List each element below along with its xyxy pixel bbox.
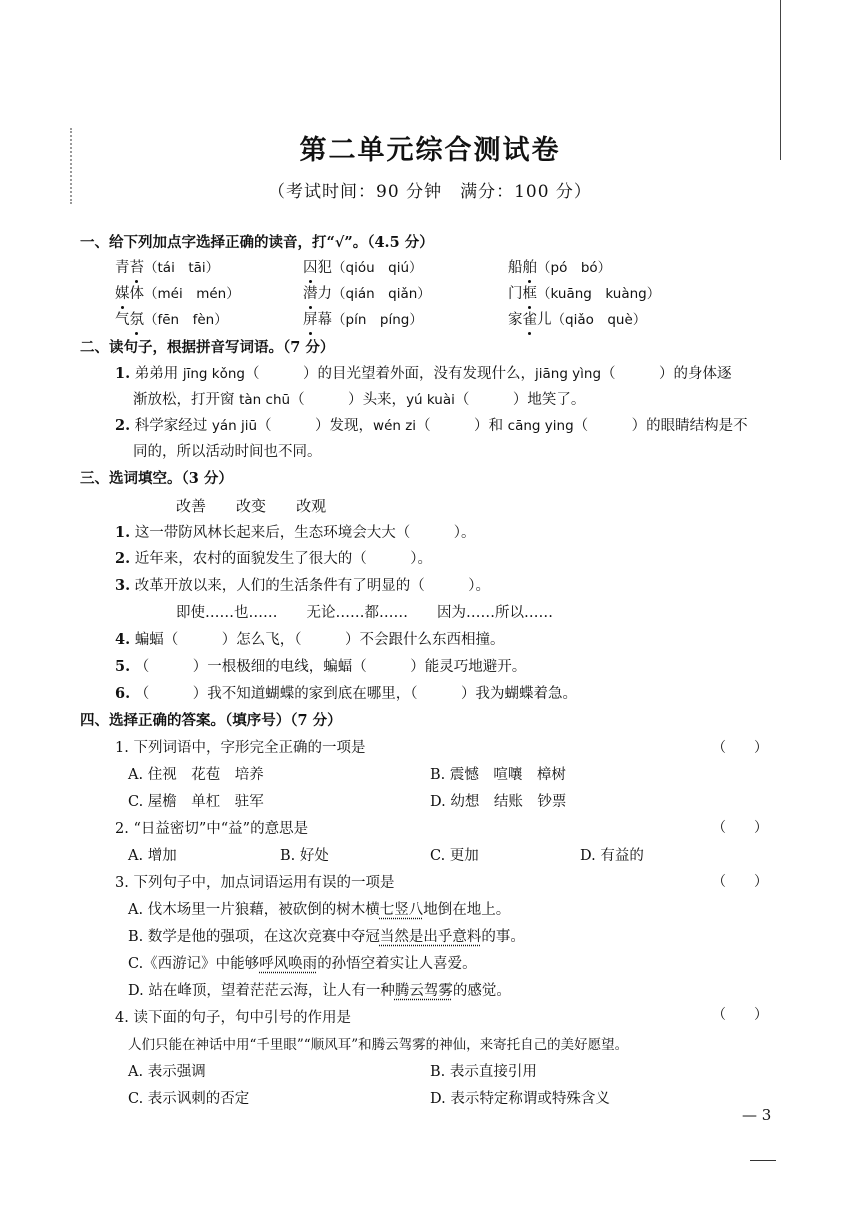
section-1-heading: 一、给下列加点字选择正确的读音，打“√”。（4.5 分） — [80, 234, 434, 251]
pinyin-sentence-cont: 同的，所以活动时间也不同。 — [133, 444, 322, 460]
choice-option: D. 有益的 — [580, 848, 644, 864]
pinyin-item: 潜力（qián qiǎn） — [303, 286, 431, 302]
choice-option: A. 住视 花苞 培养 — [128, 767, 264, 783]
pinyin-item: 媒体（méi mén） — [115, 286, 240, 302]
choice-option: B. 震憾 喧嚷 樟树 — [430, 767, 566, 783]
fill-item: 4. 蝙蝠（ ）怎么飞，（ ）不会跟什么东西相撞。 — [115, 631, 505, 648]
pinyin-item: 船舶（pó bó） — [508, 260, 612, 276]
choice-option: C. 更加 — [430, 848, 479, 864]
page-number: — 3 — [742, 1106, 772, 1124]
fill-item: 3. 改革开放以来，人们的生活条件有了明显的（ ）。 — [115, 577, 490, 594]
dotted-phrase: 当然是出乎意料 — [379, 929, 482, 945]
pinyin-sentence: 1. 弟弟用 jīng kǒng（ ）的目光望着外面，没有发现什么，jiāng yìng（ ）的身体逐 — [115, 365, 732, 382]
choice-option: A. 伐木场里一片狼藉，被砍倒的树木横七竖八地倒在地上。 — [128, 902, 511, 918]
choice-option: B. 数学是他的强项，在这次竞赛中夺冠当然是出乎意料的事。 — [128, 929, 525, 945]
word-bank-1: 改善 改变 改观 — [176, 497, 327, 515]
answer-blank: （ ） — [712, 740, 768, 756]
fill-item: 5. （ ）一根极细的电线，蝙蝠（ ）能灵巧地避开。 — [115, 658, 527, 675]
page-title: 第二单元综合测试卷 — [299, 135, 561, 166]
choice-option: C. 表示讽刺的否定 — [128, 1091, 250, 1107]
choice-stem: 2. “日益密切”中“益”的意思是 — [115, 821, 309, 837]
choice-stem: 1. 下列词语中，字形完全正确的一项是 — [115, 740, 366, 756]
pinyin-sentence: 2. 科学家经过 yán jiū（ ）发现，wén zi（ ）和 cāng ying（ ）的眼睛结构是不 — [115, 417, 748, 434]
dotted-phrase: 七竖八 — [379, 902, 424, 918]
choice-option: B. 表示直接引用 — [430, 1064, 537, 1080]
dotted-phrase: 腾云驾雾 — [394, 983, 453, 999]
fill-item: 2. 近年来，农村的面貌发生了很大的（ ）。 — [115, 550, 432, 567]
pinyin-item: 青苔（tái tāi） — [115, 260, 220, 276]
exam-info: （考试时间：90 分钟 满分：100 分） — [268, 182, 592, 202]
section-4-heading: 四、选择正确的答案。（填序号）（7 分） — [80, 712, 342, 729]
choice-option: A. 表示强调 — [128, 1064, 206, 1080]
section-3-heading: 三、选词填空。（3 分） — [80, 470, 233, 487]
choice-option: D. 站在峰顶，望着茫茫云海，让人有一种腾云驾雾的感觉。 — [128, 983, 511, 999]
section-2-heading: 二、读句子，根据拼音写词语。（7 分） — [80, 339, 335, 356]
choice-option: B. 好处 — [280, 848, 329, 864]
choice-stem: 3. 下列句子中，加点词语运用有误的一项是 — [115, 875, 395, 891]
pinyin-item: 气氛（fēn fèn） — [115, 312, 228, 328]
dotted-phrase: 呼风唤雨 — [259, 956, 318, 972]
answer-blank: （ ） — [712, 820, 768, 836]
quoted-sentence: 人们只能在神话中用“千里眼”“顺风耳”和腾云驾雾的神仙，来寄托自己的美好愿望。 — [128, 1037, 629, 1053]
choice-option: C.《西游记》中能够呼风唤雨的孙悟空着实让人喜爱。 — [128, 956, 477, 972]
choice-stem: 4. 读下面的句子，句中引号的作用是 — [115, 1010, 351, 1026]
fill-item: 1. 这一带防风林长起来后，生态环境会大大（ ）。 — [115, 524, 476, 541]
pinyin-item: 屏幕（pín píng） — [303, 312, 423, 328]
answer-blank: （ ） — [712, 874, 768, 890]
answer-blank: （ ） — [712, 1007, 768, 1023]
choice-option: D. 幼想 结账 钞票 — [430, 794, 567, 810]
fill-item: 6. （ ）我不知道蝴蝶的家到底在哪里，（ ）我为蝴蝶着急。 — [115, 685, 577, 702]
pinyin-sentence-cont: 渐放松，打开窗 tàn chū（ ）头来，yú kuài（ ）地笑了。 — [133, 392, 586, 408]
choice-option: D. 表示特定称谓或特殊含义 — [430, 1091, 610, 1107]
word-bank-2: 即使……也…… 无论……都…… 因为……所以…… — [176, 605, 553, 621]
footer-rule — [750, 1160, 776, 1161]
choice-option: C. 屋檐 单杠 驻军 — [128, 794, 264, 810]
choice-option: A. 增加 — [128, 848, 177, 864]
pinyin-item: 囚犯（qióu qiú） — [303, 260, 423, 276]
pinyin-item: 家雀儿（qiǎo què） — [508, 312, 647, 328]
pinyin-item: 门框（kuāng kuàng） — [508, 286, 661, 302]
